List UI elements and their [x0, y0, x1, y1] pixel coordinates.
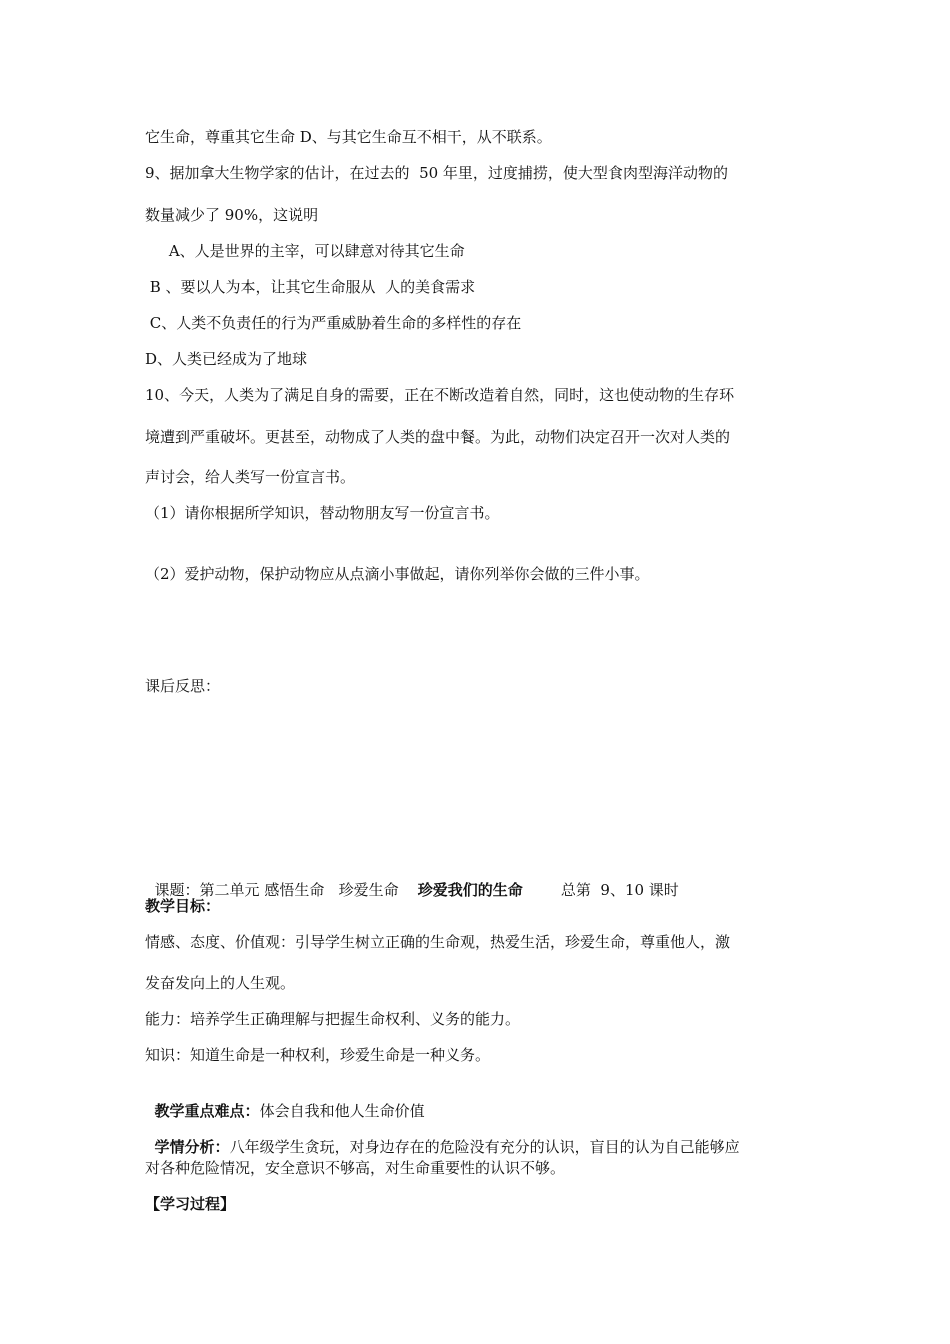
goals-heading: 教学目标： [145, 897, 221, 915]
key-points-text: 体会自我和他人生命价值 [259, 1102, 425, 1120]
sub-question-1: （1）请你根据所学知识，替动物朋友写一份宣言书。 [145, 504, 500, 522]
key-points [145, 1081, 425, 1121]
option-b: B 、要以人为本，让其它生命服从 人的美食需求 [145, 278, 476, 296]
text-line: 境遭到严重破坏。更甚至，动物成了人类的盘中餐。为此，动物们决定召开一次对人类的 [145, 428, 731, 446]
question-10: 10、今天，人类为了满足自身的需要，正在不断改造着自然，同时，这也使动物的生存环 [145, 386, 735, 404]
goal-line: 发奋发向上的人生观。 [145, 974, 296, 992]
analysis-text: 八年级学生贪玩，对身边存在的危险没有充分的认识，盲目的认为自己能够应 [229, 1138, 740, 1156]
title-bold: 珍爱我们的生命 [417, 881, 523, 899]
goal-line: 知识：知道生命是一种权利，珍爱生命是一种义务。 [145, 1046, 491, 1064]
question-9: 9、据加拿大生物学家的估计，在过去的 50 年里，过度捕捞，使大型食肉型海洋动物的 [145, 164, 728, 182]
process-heading: 【学习过程】 [145, 1195, 236, 1213]
title-suffix: 总第 9、10 课时 [522, 881, 679, 899]
goal-line: 情感、态度、价值观：引导学生树立正确的生命观，热爱生活，珍爱生命，尊重他人，激 [145, 933, 731, 951]
text-line: 它生命，尊重其它生命 D、与其它生命互不相干，从不联系。 [145, 128, 552, 146]
analysis-label: 学情分析： [154, 1138, 230, 1156]
option-a: A、人是世界的主宰，可以肆意对待其它生命 [145, 242, 465, 260]
analysis-line-2: 对各种危险情况，安全意识不够高，对生命重要性的认识不够。 [145, 1159, 566, 1177]
text-line: 声讨会，给人类写一份宣言书。 [145, 468, 356, 486]
analysis [145, 1117, 740, 1157]
option-c: C、人类不负责任的行为严重威胁着生命的多样性的存在 [145, 314, 522, 332]
title-prefix: 课题：第二单元 感悟生命 珍爱生命 [154, 881, 418, 899]
text-line: 数量减少了 90%，这说明 [145, 206, 319, 224]
reflection-label: 课后反思： [145, 677, 221, 695]
goal-line: 能力：培养学生正确理解与把握生命权利、义务的能力。 [145, 1010, 521, 1028]
sub-question-2: （2）爱护动物，保护动物应从点滴小事做起，请你列举你会做的三件小事。 [145, 565, 650, 583]
option-d: D、人类已经成为了地球 [145, 350, 308, 368]
key-points-label: 教学重点难点： [154, 1102, 260, 1120]
lesson-title [145, 860, 679, 900]
